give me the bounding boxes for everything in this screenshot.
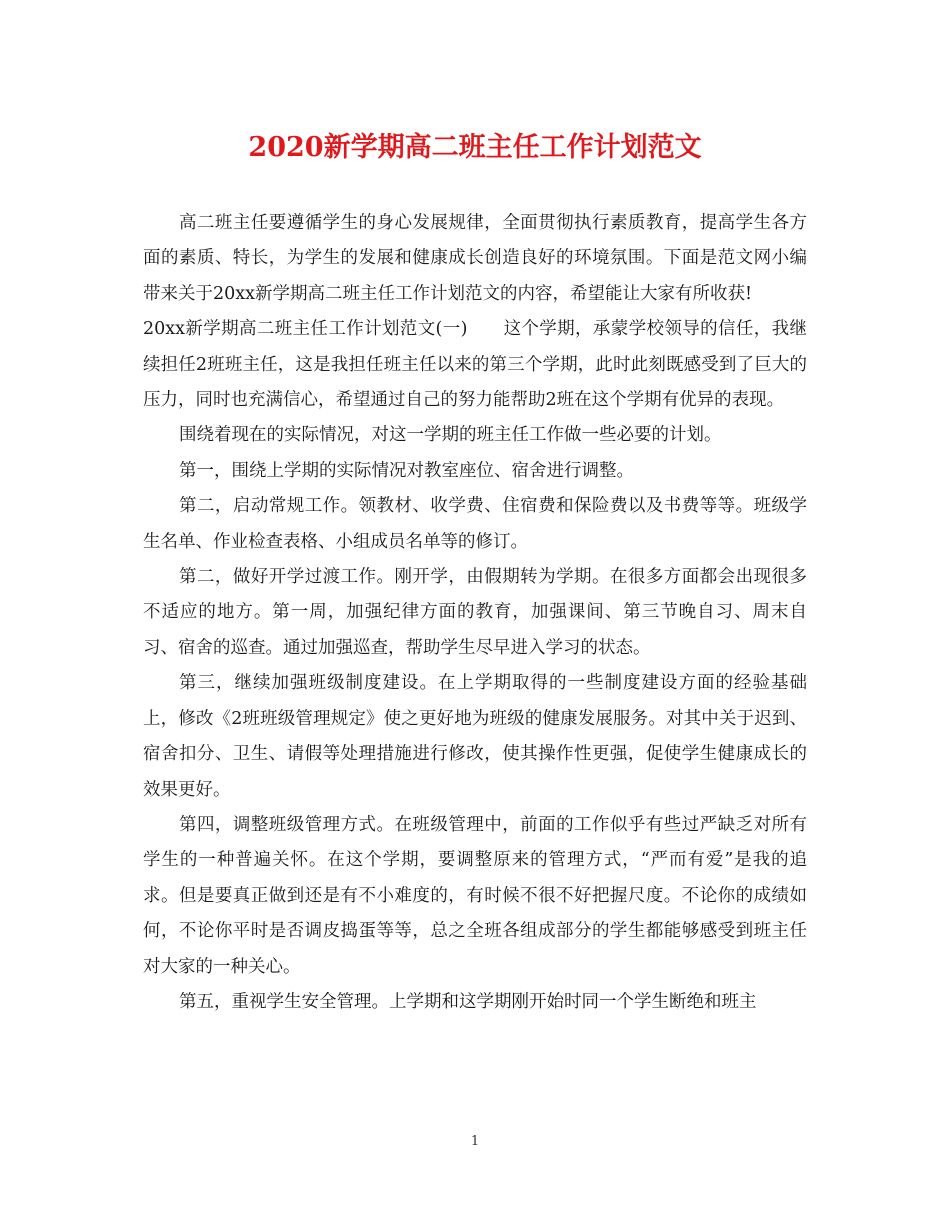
paragraph-section-one-heading: 20xx新学期高二班主任工作计划范文(一) 这个学期，承蒙学校领导的信任，我继续担任2班班主任，这是我担任班主任以来的第三个学期，此时此刻既感受到了巨大的压力，同时也充满信心，希望通过自己的努力能帮助2班在这个学期有优异的表现。 (143, 319, 807, 411)
document-body (143, 206, 807, 1020)
paragraph-item-first: 第一，围绕上学期的实际情况对教室座位、宿舍进行调整。 (179, 460, 634, 481)
paragraph-item-fourth: 第四，调整班级管理方式。在班级管理中，前面的工作似乎有些过严缺乏对所有学生的一种普遍关怀。在这个学期，要调整原来的管理方式，“严而有爱”是我的追求。但是要真正做到还是有不小难度的，有时候不很不好把握尺度。不论你的成绩如何，不论你平时是否调皮捣蛋等等，总之全班各组成部分的学生都能够感受到班主任对大家的一种关心。 (143, 814, 807, 977)
page-number: 1 (470, 1134, 480, 1149)
paragraph-plan-overview: 围绕着现在的实际情况，对这一学期的班主任工作做一些必要的计划。 (179, 425, 722, 446)
paragraph-item-second-routine: 第二，启动常规工作。领教材、收学费、住宿费和保险费以及书费等等。班级学生名单、作业检查表格、小组成员名单等的修订。 (143, 496, 807, 552)
document-title: 2020新学期高二班主任工作计划范文 (248, 132, 702, 163)
paragraph-intro: 高二班主任要遵循学生的身心发展规律，全面贯彻执行素质教育，提高学生各方面的素质、特长，为学生的发展和健康成长创造良好的环境氛围。下面是范文网小编带来关于20xx新学期高二班主任工作计划范文的内容，希望能让大家有所收获! (143, 213, 807, 304)
paragraph-item-second-transition: 第二，做好开学过渡工作。刚开学，由假期转为学期。在很多方面都会出现很多不适应的地方。第一周，加强纪律方面的教育，加强课间、第三节晚自习、周末自习、宿舍的巡查。通过加强巡查，帮助学生尽早进入学习的状态。 (143, 567, 807, 658)
paragraph-item-third: 第三，继续加强班级制度建设。在上学期取得的一些制度建设方面的经验基础上，修改《2班班级管理规定》使之更好地为班级的健康发展服务。对其中关于迟到、宿舍扣分、卫生、请假等处理措施进行修改，使其操作性更强，促使学生健康成长的效果更好。 (143, 673, 807, 800)
paragraph-item-fifth: 第五，重视学生安全管理。上学期和这学期刚开始时同一个学生断绝和班主 (179, 991, 757, 1012)
